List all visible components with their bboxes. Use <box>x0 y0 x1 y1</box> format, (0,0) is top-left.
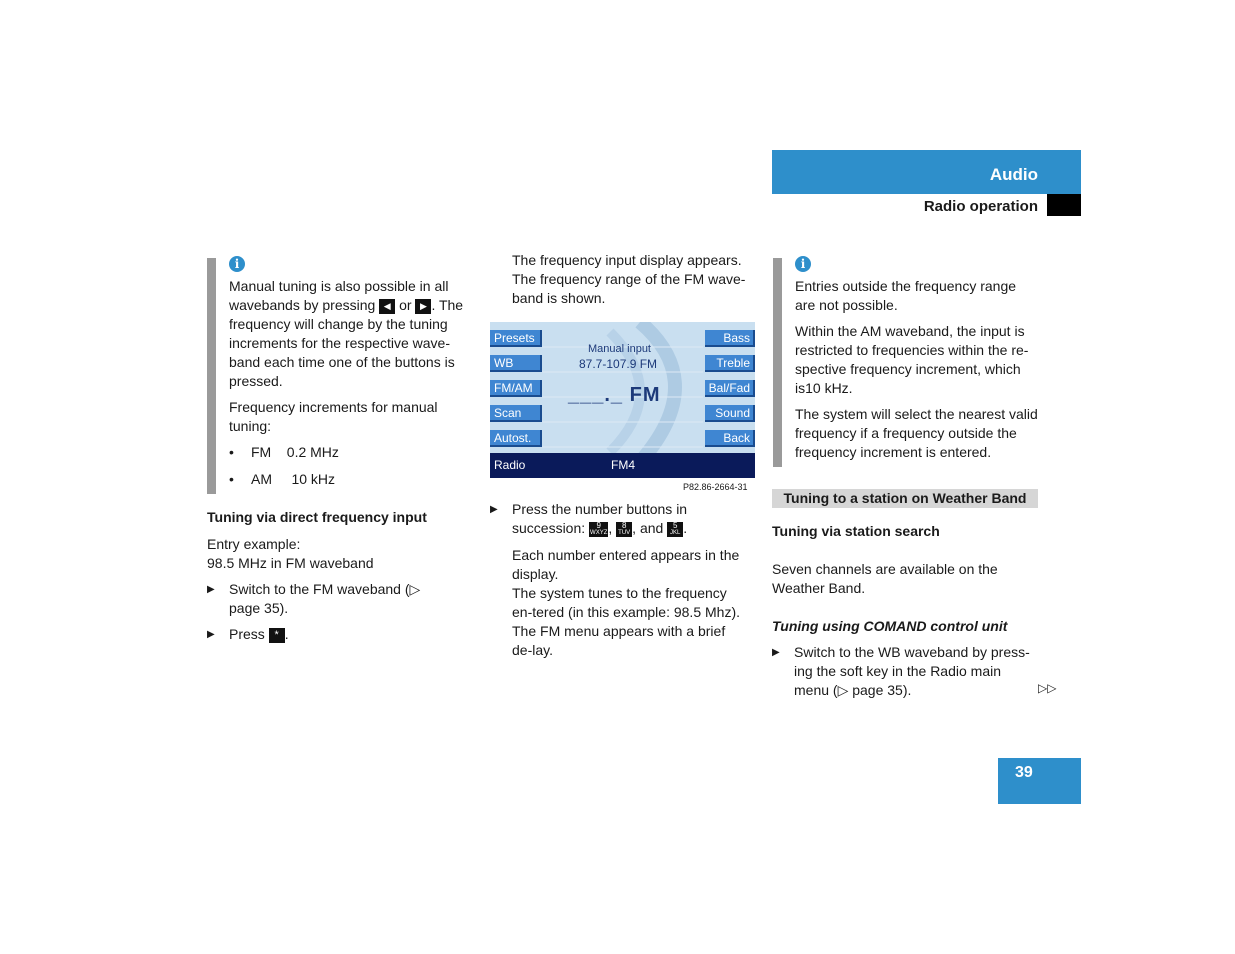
continue-icon: ▷▷ <box>1038 681 1057 695</box>
screen-bottom-center: FM4 <box>611 458 635 472</box>
info-right-2: Within the AM waveband, the input is restricted to frequencies within the re-spective frequency increment, which is10 kHz. <box>795 323 1029 396</box>
result-text: Each number entered appears in the display. <box>512 547 740 582</box>
info-icon: i <box>795 256 811 272</box>
figure-id: P82.86-2664-31 <box>683 482 748 492</box>
screen-status-bar <box>490 453 755 478</box>
subsection-marker <box>1047 194 1081 216</box>
key-8-icon: 8 TUV <box>618 520 631 536</box>
header-bar <box>772 150 1081 194</box>
softkey-wb[interactable]: WB <box>490 355 542 372</box>
section-weather-band: Tuning to a station on Weather Band <box>772 489 1038 508</box>
screen-title: Manual input <box>588 343 651 355</box>
weather-band-text: Seven channels are available on the Weather Band. <box>772 561 998 596</box>
softkey-back[interactable]: Back <box>705 430 755 447</box>
info-freq-text: Frequency increments for manual tuning: <box>229 399 438 434</box>
softkey-scan[interactable]: Scan <box>490 405 542 422</box>
note-bar-right <box>773 258 782 467</box>
page-number: 39 <box>1015 764 1033 781</box>
info-text: Manual tuning is also possible in all wavebands by pressing ◀ or ▶ . The frequency will change by the tuning increments for the respective wave-band each time one of the buttons is pressed. <box>229 278 464 389</box>
screen-bottom-left: Radio <box>494 458 526 472</box>
right-body <box>772 522 1062 700</box>
softkey-treble[interactable]: Treble <box>705 355 755 372</box>
info-right-1: Entries outside the frequency range are not possible. <box>795 278 1017 313</box>
section-title: Audio <box>989 165 1038 184</box>
heading-station-search: Tuning via station search <box>772 523 940 539</box>
result-text-2: The system tunes to the frequency en-tered (in this example: 98.5 Mhz). <box>512 585 740 620</box>
info-right-3: The system will select the nearest valid frequency if a frequency outside the frequency increment is entered. <box>795 406 1038 460</box>
result-text-3: The FM menu appears with a brief de-lay. <box>512 623 726 658</box>
am-increment: • AM 10 kHz <box>229 470 474 489</box>
fm-increment: • FM 0.2 MHz <box>229 443 474 462</box>
left-arrow-key-icon: ◀ <box>379 299 395 314</box>
star-key-icon: * <box>269 628 285 643</box>
info-icon: i <box>229 256 245 272</box>
softkey-sound[interactable]: Sound <box>705 405 755 422</box>
step-switch-fm: ▶ Switch to the FM waveband (▷ page 35). <box>207 580 429 618</box>
heading-comand: Tuning using COMAND control unit <box>772 618 1008 634</box>
right-arrow-key-icon: ▶ <box>415 299 431 314</box>
entry-value: 98.5 MHz in FM waveband <box>207 555 374 571</box>
step-number-buttons: ▶ Press the number buttons in succession: 9 WXYZ , 8 TUV , and 5 JKL . <box>490 500 758 538</box>
heading-direct-input: Tuning via direct frequency input <box>207 509 427 525</box>
key-5-icon: 5 JKL <box>667 522 683 537</box>
screen-entry: ___._ FM <box>568 384 661 406</box>
key-9-icon: 9 WXYZ <box>590 520 608 536</box>
middle-intro: The frequency input display appears. The frequency range of the FM wave-band is shown. <box>512 252 746 306</box>
step-press-star: ▶ Press * . <box>207 625 477 644</box>
step-switch-wb: ▶ Switch to the WB waveband by press-ing the soft key in the Radio main menu (▷ page 35). <box>772 643 1034 700</box>
page-number-box <box>998 758 1081 804</box>
softkey-presets[interactable]: Presets <box>490 330 542 347</box>
screen-range: 87.7-107.9 FM <box>579 357 658 371</box>
radio-screen <box>490 322 755 478</box>
softkey-autost[interactable]: Autost. <box>490 430 542 447</box>
info-note-right <box>795 256 1040 462</box>
entry-label: Entry example: <box>207 536 301 552</box>
info-note-left <box>229 256 474 489</box>
softkey-bass[interactable]: Bass <box>705 330 755 347</box>
softkey-fm-am[interactable]: FM/AM <box>490 380 542 397</box>
softkey-bal-fad[interactable]: Bal/Fad <box>705 380 755 397</box>
subsection-title: Radio operation <box>923 198 1038 215</box>
left-body <box>207 508 477 644</box>
note-bar-left <box>207 258 216 494</box>
middle-body <box>490 500 758 660</box>
